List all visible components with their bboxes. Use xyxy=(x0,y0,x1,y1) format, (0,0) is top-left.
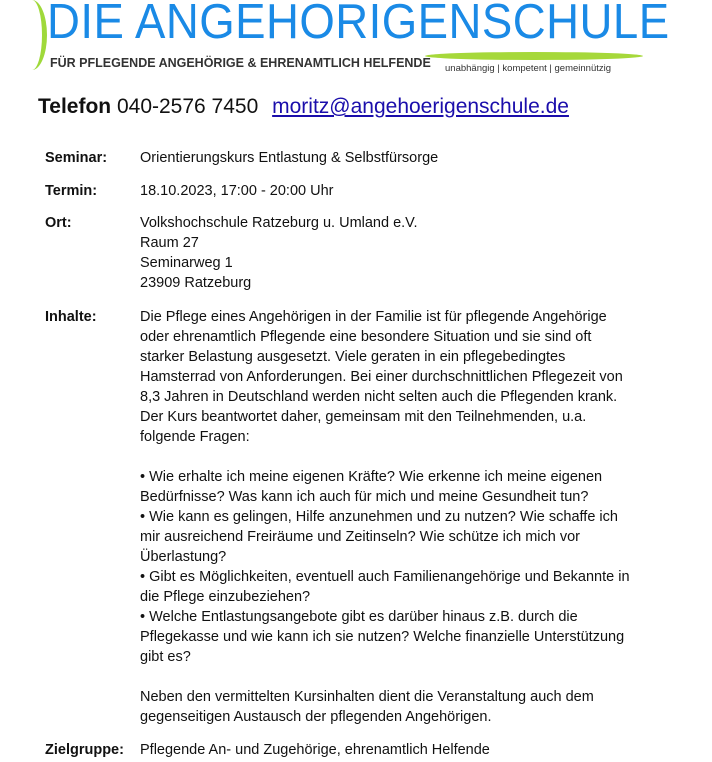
contact-line xyxy=(38,95,569,119)
field-value: Orientierungskurs Entlastung & Selbstfürsorge xyxy=(140,150,439,166)
field-value: Volkshochschule Ratzeburg u. Umland e.V. Raum 27 Seminarweg 1 23909 Ratzeburg xyxy=(140,215,418,291)
field-label: Inhalte: xyxy=(45,309,97,325)
field-label: Ort: xyxy=(45,215,72,231)
logo-arc xyxy=(22,0,47,70)
logo-swoosh xyxy=(425,52,643,60)
email-link[interactable]: moritz@angehoerigenschule.de xyxy=(272,95,569,118)
field-value: Die Pflege eines Angehörigen in der Familie ist für pflegende Angehörige oder ehrenamtlich Pflegende eine besondere Situation und sie sind oft starker Belastung ausgesetzt. Viele geraten in ein pflegebedingtes Hamsterrad von Anforderungen. Bei einer durchschnittlichen Pflegezeit von 8,3 Jahren in Deutschland werden nicht selten auch die Pflegenden krank. Der Kurs beantwortet daher, gemeinsam mit den Teilnehmenden, u.a. folgende Fragen: • Wie erhalte ich meine eigenen Kräfte? Wie erkenne ich meine eigenen Bedürfnisse? Was kann ich auch für mich und meine Gesundheit tun? • Wie kann es gelingen, Hilfe anzunehmen und zu nutzen? Wie schaffe ich mir ausreichend Freiräume und Zeitinseln? Wie schütze ich mich vor Überlastung? • Gibt es Möglichkeiten, eventuell auch Familienangehörige und Bekannte in die Pflege einzubeziehen? • Welche Entlastungsangebote gibt es darüber hinaus z.B. durch die Pflegekasse und wie kann ich sie nutzen? Welche finanzielle Unterstützung gibt es? Neben den vermittelten Kursinhalten dient die Veranstaltung auch dem gegenseitigen Austausch der pflegenden Angehörigen. xyxy=(140,309,630,725)
logo-tagline: unabhängig | kompetent | gemeinnützig xyxy=(445,63,612,74)
logo-title: DIE ANGEHORIGENSCHULE xyxy=(47,0,670,49)
phone-label: Telefon xyxy=(38,95,112,118)
field-label: Termin: xyxy=(45,183,98,199)
phone-number: 040-2576 7450 xyxy=(116,95,259,118)
logo-subtitle: FÜR PFLEGENDE ANGEHÖRIGE & EHRENAMTLICH HELFENDE xyxy=(50,56,431,70)
field-label: Zielgruppe: xyxy=(45,742,124,758)
field-value: Pflegende An- und Zugehörige, ehrenamtlich Helfende xyxy=(140,742,490,758)
field-label: Seminar: xyxy=(45,150,108,166)
field-value: 18.10.2023, 17:00 - 20:00 Uhr xyxy=(140,183,334,199)
